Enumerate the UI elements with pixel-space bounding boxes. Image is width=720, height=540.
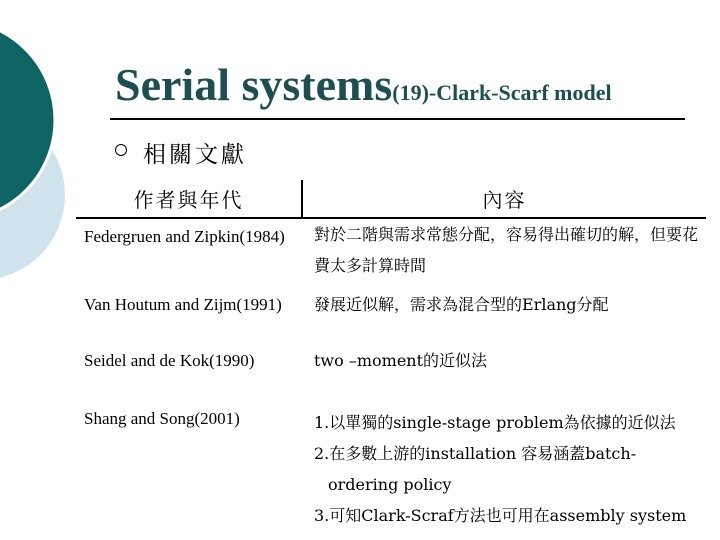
table-row (76, 343, 706, 401)
title-divider (110, 118, 685, 120)
cell-author: Seidel and de Kok(1990) (84, 351, 255, 370)
table-row (76, 218, 706, 287)
header-author: 作者與年代 (76, 180, 302, 218)
cell-content: two –moment的近似法 (314, 351, 488, 370)
table-header-row (76, 180, 706, 218)
literature-table (76, 180, 706, 537)
cell-author: Federgruen and Zipkin(1984) (84, 227, 285, 246)
bullet-circle-icon (115, 144, 127, 156)
table-row (76, 401, 706, 537)
cell-author: Van Houtum and Zijm(1991) (84, 295, 282, 314)
content-line: 3.可知Clark-Scraf方法也可用在assembly system (314, 506, 687, 525)
table-row (76, 287, 706, 343)
header-content: 內容 (302, 180, 706, 218)
content-line: ordering policy (328, 475, 452, 494)
cell-content (302, 401, 706, 537)
cell-author: Shang and Song(2001) (84, 409, 240, 428)
cell-content: 發展近似解，需求為混合型的Erlang分配 (314, 295, 609, 314)
subheading: 相關文獻 (143, 142, 247, 168)
slide-title (115, 58, 612, 111)
content-line: 2.在多數上游的installation 容易涵蓋batch- (314, 444, 637, 463)
title-sub: (19)-Clark-Scarf model (392, 80, 612, 105)
content-line: 1.以單獨的single-stage problem為依據的近似法 (314, 413, 676, 432)
title-main: Serial systems (115, 59, 393, 110)
cell-content: 對於二階與需求常態分配，容易得出確切的解，但要花費太多計算時間 (314, 225, 699, 275)
